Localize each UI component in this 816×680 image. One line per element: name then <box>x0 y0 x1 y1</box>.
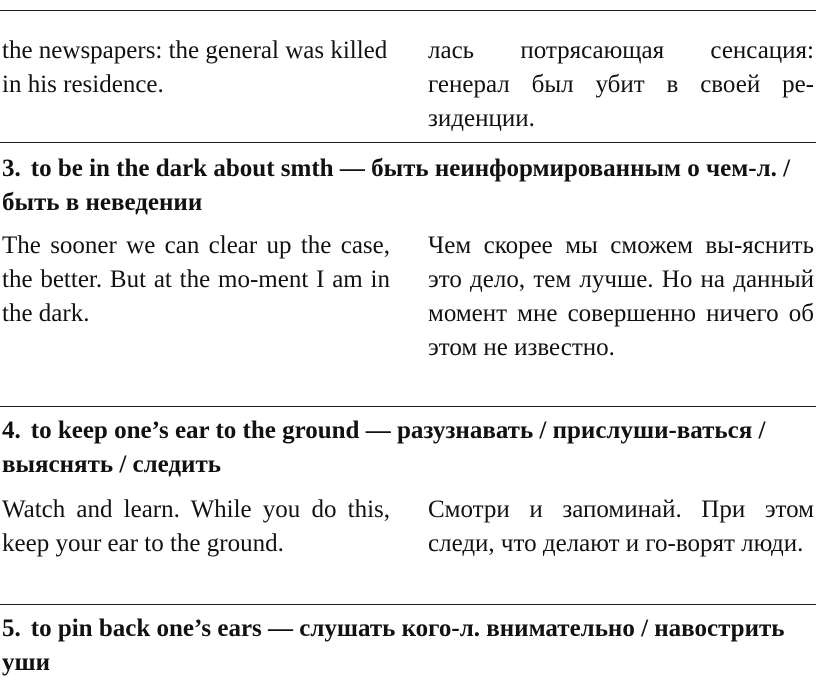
idiom-heading-text-4: to keep one’s ear to the ground — разузнавать / прислуши-ваться / выяснять / следить <box>2 417 766 478</box>
idiom-number-4: 4. <box>2 417 21 444</box>
example-english-4: Watch and learn. While you do this, keep your ear to the ground. <box>2 496 390 557</box>
idiom-heading-4 <box>2 414 814 482</box>
table-rule-top <box>0 10 816 11</box>
example-english-2: the newspapers: the general was killed in his residence. <box>2 37 388 98</box>
example-russian-2: лась потрясающая сенсация: генерал был убит в своей ре-зиденции. <box>428 37 814 132</box>
table-rule <box>0 406 816 407</box>
idiom-number-5: 5. <box>2 615 21 642</box>
example-russian-3: Чем скорее мы сможем вы-яснить это дело, тем лучше. Но на данный момент мне совершенно ничего об этом не известно. <box>428 232 814 361</box>
table-rule <box>0 604 816 605</box>
idiom-heading-text-3: to be in the dark about smth — быть неинформированным о чем-л. / быть в неведении <box>2 155 791 216</box>
idiom-heading-text-5: to pin back one’s ears — слушать кого-л. внимательно / навострить уши <box>2 615 785 676</box>
idiom-heading-3 <box>2 152 814 220</box>
example-english-3: The sooner we can clear up the case, the better. But at the mo-ment I am in the dark. <box>2 232 390 327</box>
table-rule <box>0 142 816 143</box>
example-russian-4: Смотри и запоминай. При этом следи, что делают и го-ворят люди. <box>428 496 814 557</box>
idiom-number-3: 3. <box>2 155 21 182</box>
idiom-heading-5 <box>2 612 814 680</box>
